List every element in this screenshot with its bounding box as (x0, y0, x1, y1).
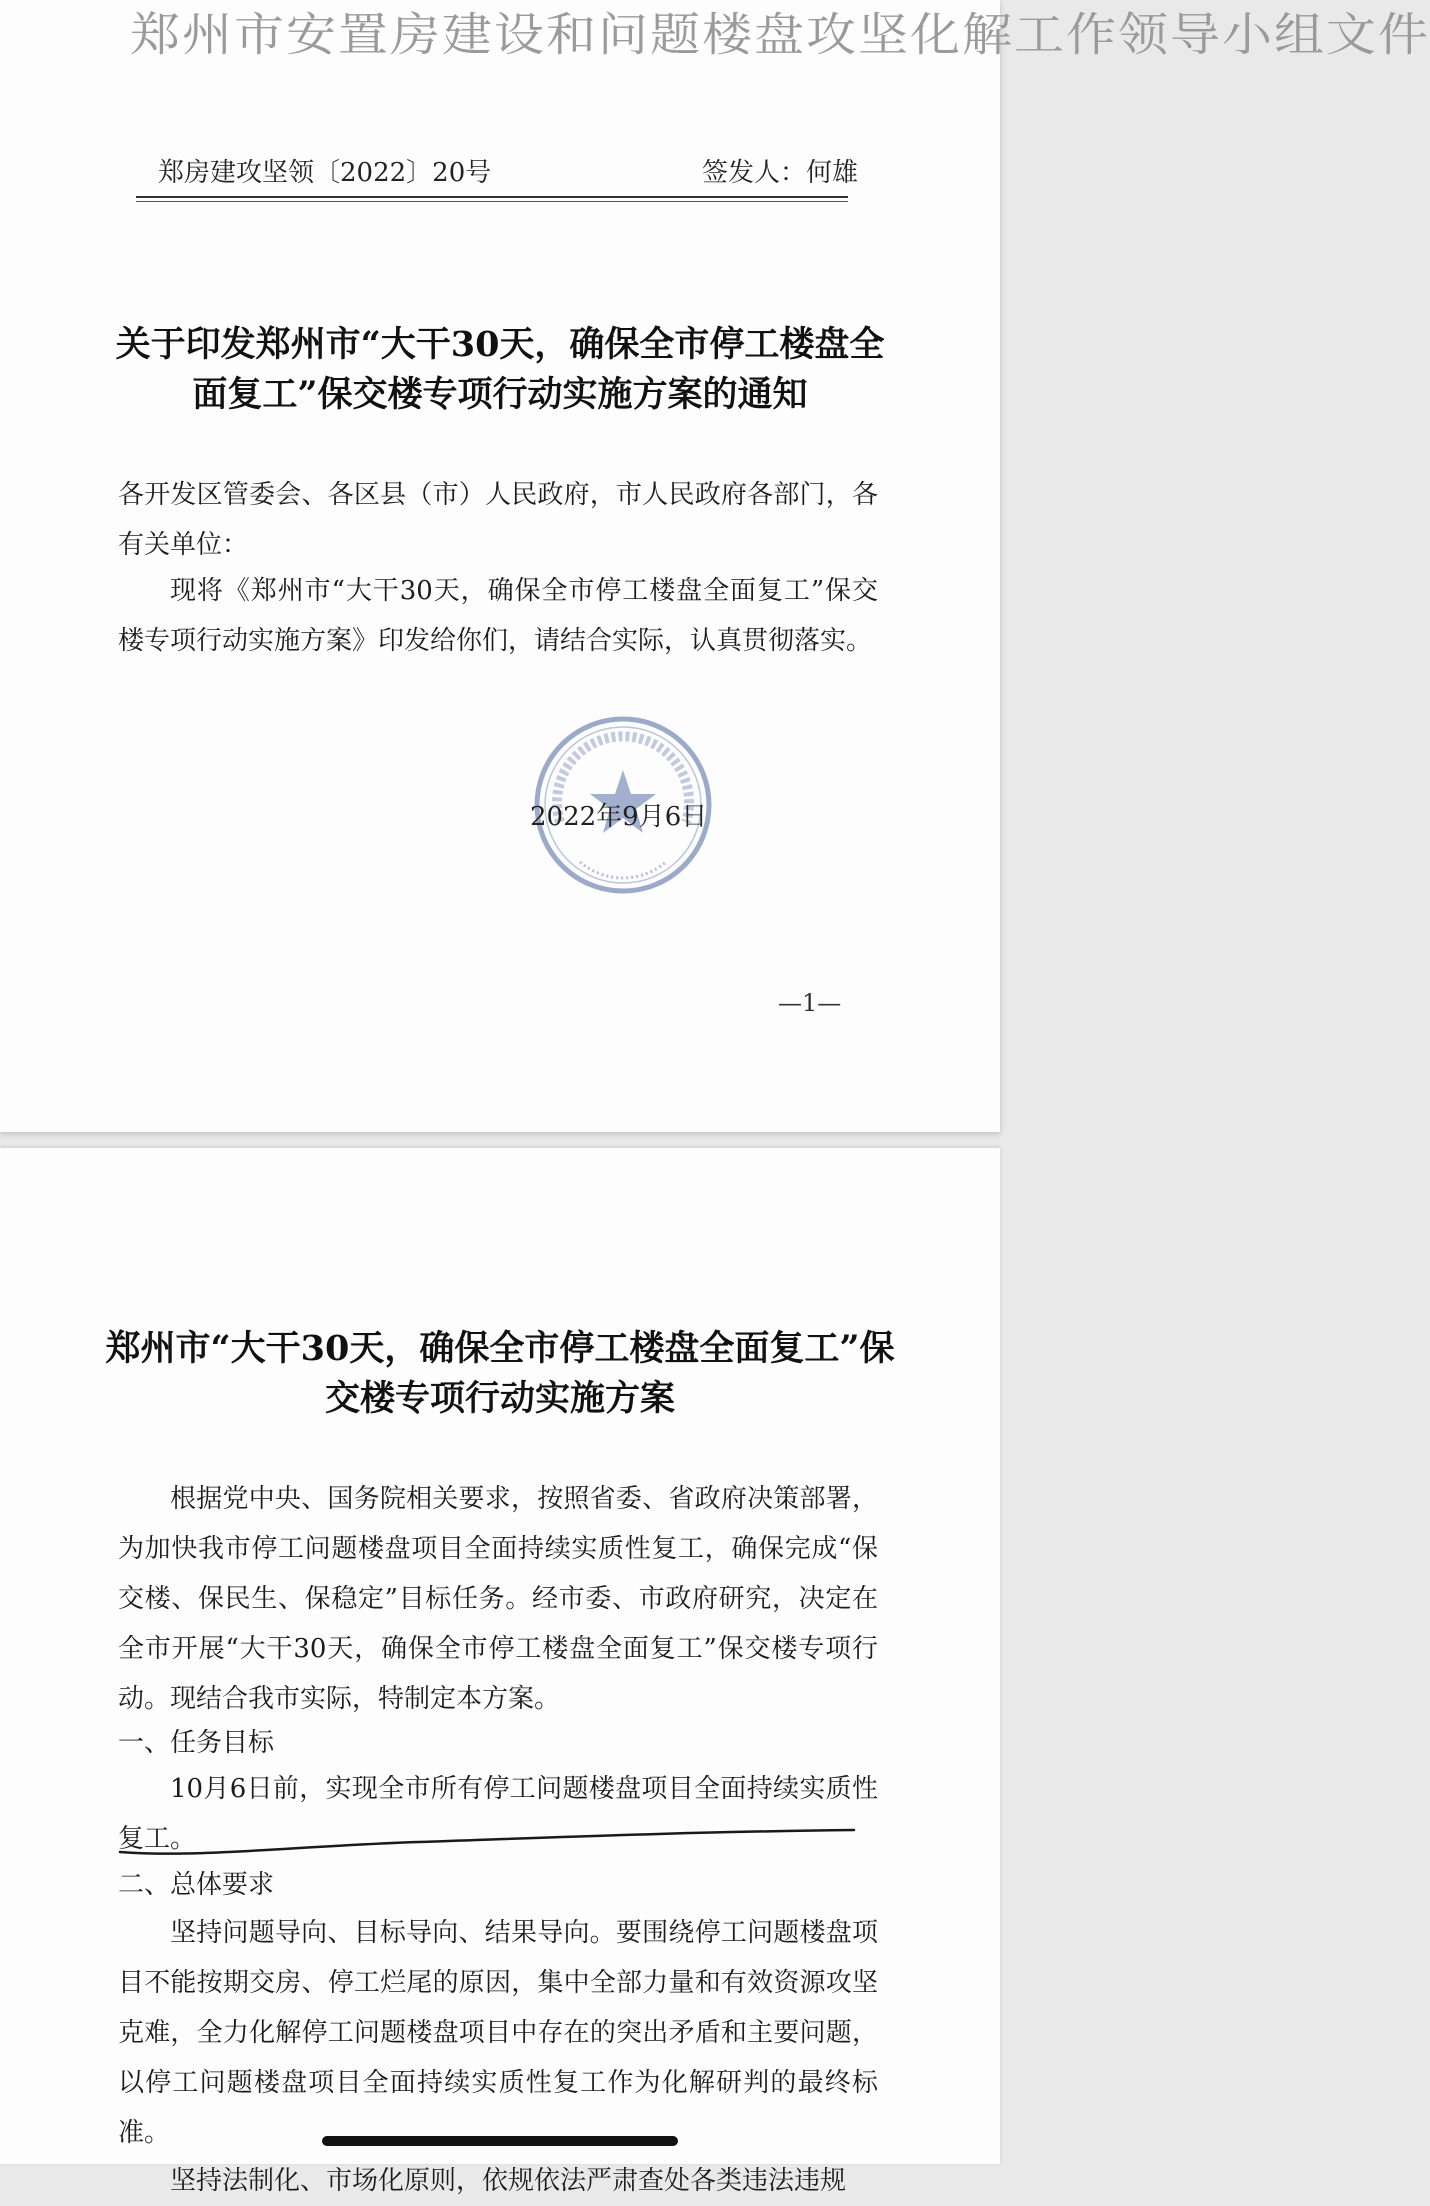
addressee: 各开发区管委会、各区县（市）人民政府，市人民政府各部门，各有关单位： (118, 480, 878, 560)
plan-title: 郑州市“大干30天，确保全市停工楼盘全面复工”保交楼专项行动实施方案 (105, 1328, 895, 1419)
section-heading-requirements: 二、总体要求 (118, 1870, 275, 1900)
goal-paragraph: 10月6日前，实现全市所有停工问题楼盘项目全面持续实质性复工。 (118, 1774, 878, 1854)
next-paragraph-partial: 坚持法制化、市场化原则，依规依法严肃查处各类违法违规 (170, 2166, 847, 2196)
signer: 签发人：何雄 (701, 158, 858, 188)
document-page-2 (0, 1148, 1000, 2196)
notice-title: 关于印发郑州市“大干30天，确保全市停工楼盘全面复工”保交楼专项行动实施方案的通知 (115, 324, 885, 415)
document-meta-row (158, 156, 858, 190)
issuer-header: 郑州市安置房建设和问题楼盘攻坚化解工作领导小组文件 (130, 8, 1430, 62)
issue-date: 2022年9月6日 (530, 802, 708, 832)
section-heading-goal: 一、任务目标 (118, 1728, 275, 1758)
notice-paragraph: 现将《郑州市“大干30天，确保全市停工楼盘全面复工”保交楼专项行动实施方案》印发给你们，请结合实际，认真贯彻落实。 (118, 576, 878, 656)
header-rule-thin (136, 201, 848, 202)
requirements-paragraph: 坚持问题导向、目标导向、结果导向。要围绕停工问题楼盘项目不能按期交房、停工烂尾的原因，集中全部力量和有效资源攻坚克难，全力化解停工问题楼盘项目中存在的突出矛盾和主要问题，以停工问题楼盘项目全面持续实质性复工作为化解研判的最终标准。 (118, 1918, 878, 2148)
home-indicator[interactable] (322, 2136, 678, 2146)
plan-intro: 根据党中央、国务院相关要求，按照省委、省政府决策部署，为加快我市停工问题楼盘项目全面持续实质性复工，确保完成“保交楼、保民生、保稳定”目标任务。经市委、市政府研究，决定在全市开展“大干30天，确保全市停工楼盘全面复工”保交楼专项行动。现结合我市实际，特制定本方案。 (118, 1484, 878, 1714)
page-number: —1— (778, 989, 842, 1017)
header-rule (136, 196, 848, 198)
document-number: 郑房建攻坚领〔2022〕20号 (158, 158, 492, 188)
handwritten-underline (118, 1824, 858, 1864)
